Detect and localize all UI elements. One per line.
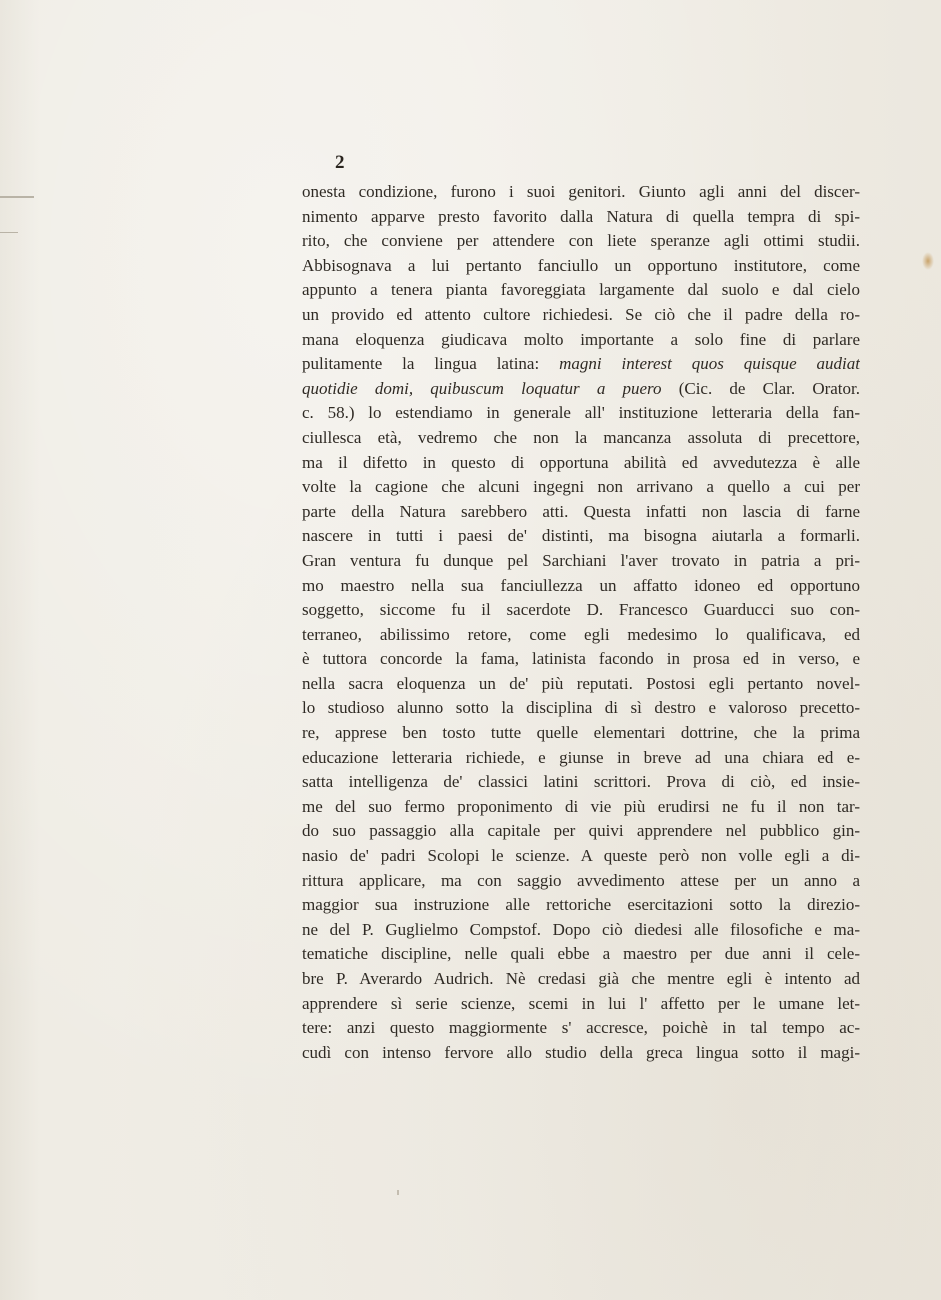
text-line: c. 58.) lo estendiamo in generale all' instituzione letteraria della fan- [302,403,860,423]
margin-mark [0,196,34,198]
text-line: Abbisognava a lui pertanto fanciullo un opportuno institutore, come [302,255,860,275]
citation: (Cic. de Clar. Orator. [661,378,860,398]
page-number: 2 [335,152,345,173]
text-line: bre P. Averardo Audrich. Nè credasi già che mentre egli è intento ad [302,969,860,988]
text-line: cudì con intenso fervore allo studio della greca lingua sotto il magi- [302,1042,860,1062]
text-line: me del suo fermo proponimento di vie più erudirsi ne fu il non tar- [302,796,860,816]
text-line: rittura applicare, ma con saggio avvedimento attese per un anno a [302,870,860,890]
body-text [302,180,860,1065]
print-mark [397,1190,399,1195]
text-line: tematiche discipline, nelle quali ebbe a maestro per due anni il cele- [302,944,860,964]
text-span: pulitamente la lingua latina: [302,354,560,374]
text-line: satta intelligenza de' classici latini scrittori. Prova di ciò, ed insie- [302,772,860,792]
text-line: onesta condizione, furono i suoi genitori. Giunto agli anni del discer- [302,182,860,201]
text-line: mo maestro nella sua fanciullezza un affatto idoneo ed opportuno [302,575,860,595]
text-line-with-italic [302,377,860,402]
text-line: volte la cagione che alcuni ingegni non arrivano a quello a cui per [302,477,860,497]
text-line: re, apprese ben tosto tutte quelle elementari dottrine, che la prima [302,723,860,743]
text-line: ma il difetto in questo di opportuna abilità ed avvedutezza è alle [302,452,860,472]
text-line: è tuttora concorde la fama, latinista facondo in prosa ed in verso, e [302,649,860,669]
latin-quote: magni interest quos quisque audiat [559,354,860,374]
text-line: appunto a tenera pianta favoreggiata largamente dal suolo e dal cielo [302,280,860,300]
text-line: nasio de' padri Scolopi le scienze. A queste però non volle egli a di- [302,846,860,866]
text-line: un provido ed attento cultore richiedesi. Se ciò che il padre della ro- [302,304,860,324]
text-line: lo studioso alunno sotto la disciplina di sì destro e valoroso precetto- [302,698,860,718]
latin-quote: quotidie domi, quibuscum loquatur a puero [302,378,662,398]
text-line: mana eloquenza giudicava molto importante a solo fine di parlare [302,329,860,349]
text-line: terraneo, abilissimo retore, come egli medesimo lo qualificava, ed [302,624,860,644]
text-line: nascere in tutti i paesi de' distinti, ma bisogna aiutarla a formarli. [302,526,860,546]
text-line: parte della Natura sarebbero atti. Questa infatti non lascia di farne [302,501,860,521]
text-line: do suo passaggio alla capitale per quivi apprendere nel pubblico gin- [302,821,860,841]
text-line: maggior sua instruzione alle rettoriche esercitazioni sotto la direzio- [302,895,860,915]
text-line: nella sacra eloquenza un de' più reputati. Postosi egli pertanto novel- [302,673,860,693]
text-line: rito, che conviene per attendere con liete speranze agli ottimi studii. [302,231,860,251]
text-line: soggetto, siccome fu il sacerdote D. Francesco Guarducci suo con- [302,600,860,620]
text-line: Gran ventura fu dunque pel Sarchiani l'aver trovato in patria a pri- [302,550,860,570]
margin-mark [0,232,18,233]
paper-stain [922,252,934,270]
text-line: educazione letteraria richiede, e giunse in breve ad una chiara ed e- [302,747,860,767]
text-line: nimento apparve presto favorito dalla Natura di quella tempra di spi- [302,206,860,226]
text-line: ne del P. Guglielmo Compstof. Dopo ciò diedesi alle filosofiche e ma- [302,919,860,939]
text-line: tere: anzi questo maggiormente s' accresce, poichè in tal tempo ac- [302,1018,860,1038]
text-line: ciullesca età, vedremo che non la mancanza assoluta di precettore, [302,427,860,447]
text-line: apprendere sì serie scienze, scemi in lui l' affetto per le umane let- [302,993,860,1013]
text-line-with-italic [302,352,860,377]
